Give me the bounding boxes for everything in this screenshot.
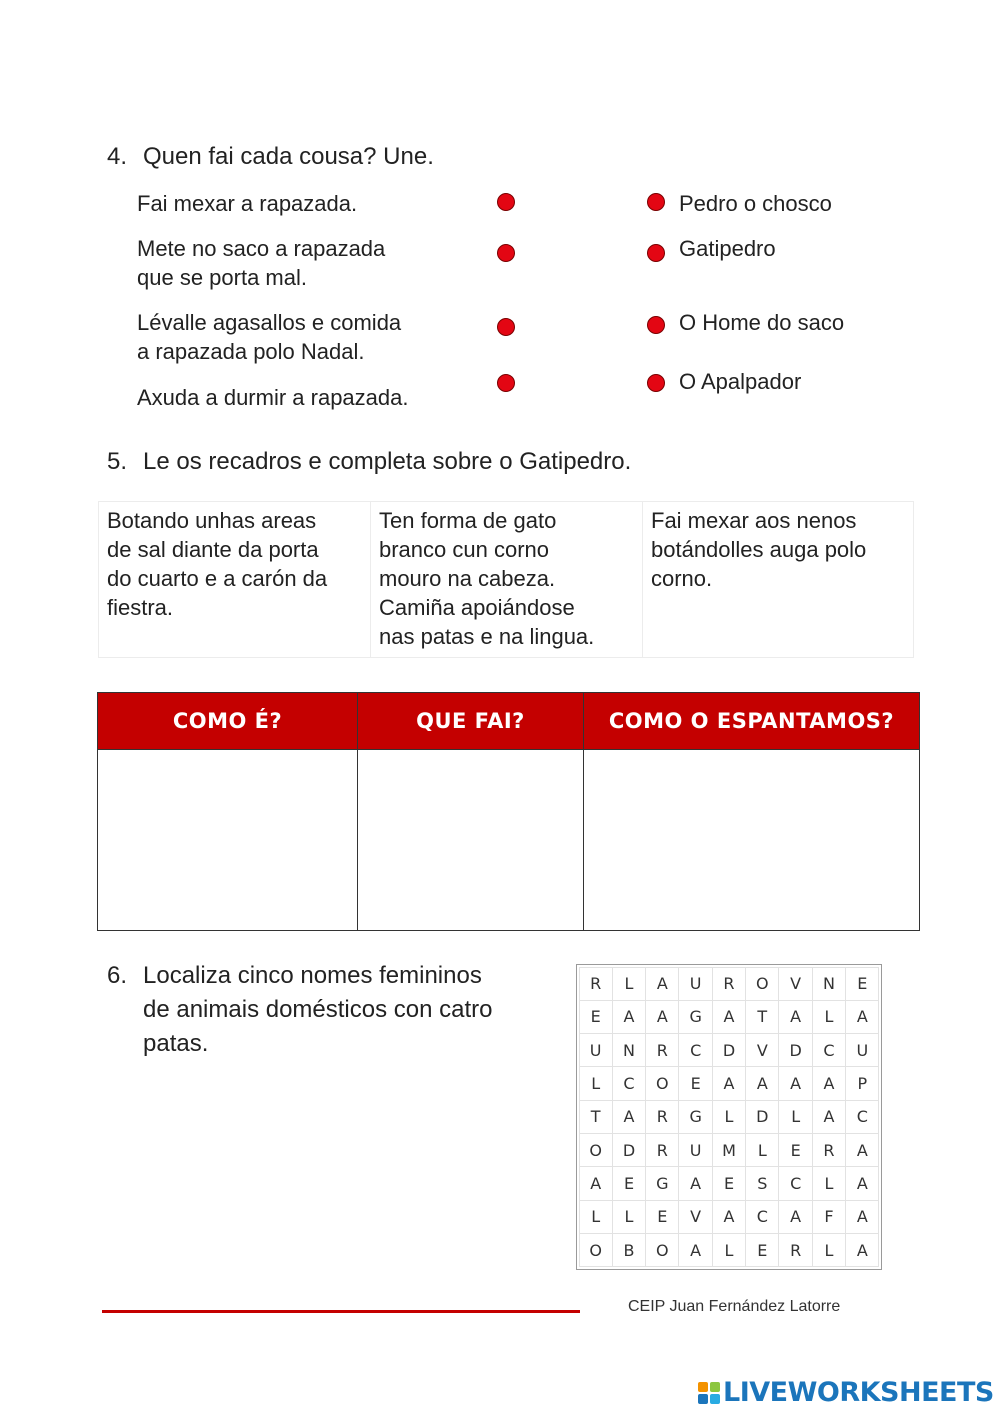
- word-search-cell[interactable]: A: [845, 1166, 879, 1200]
- note-2-line: branco cun corno: [379, 537, 549, 562]
- word-search-cell[interactable]: M: [712, 1133, 746, 1167]
- q5-title: [107, 448, 631, 476]
- word-search-cell[interactable]: A: [845, 1000, 879, 1034]
- match-dot-right-3[interactable]: [647, 316, 665, 334]
- word-search-cell[interactable]: V: [745, 1033, 779, 1067]
- note-1: [99, 502, 371, 657]
- word-search-cell[interactable]: R: [645, 1133, 679, 1167]
- match-dot-left-3[interactable]: [497, 318, 515, 336]
- word-search-cell[interactable]: A: [778, 1200, 812, 1234]
- q4-left-item-3: [137, 308, 401, 366]
- word-search-cell[interactable]: C: [678, 1033, 712, 1067]
- word-search-cell[interactable]: E: [612, 1166, 646, 1200]
- word-search-cell[interactable]: C: [612, 1066, 646, 1100]
- word-search-cell[interactable]: L: [712, 1233, 746, 1267]
- word-search-cell[interactable]: A: [778, 1066, 812, 1100]
- word-search-cell[interactable]: G: [678, 1000, 712, 1034]
- match-dot-left-2[interactable]: [497, 244, 515, 262]
- word-search-cell[interactable]: L: [812, 1233, 846, 1267]
- q4-left-4-line-1: Axuda a durmir a rapazada.: [137, 385, 409, 410]
- note-1-line: Botando unhas areas: [107, 508, 317, 533]
- word-search-cell[interactable]: O: [579, 1233, 613, 1267]
- word-search-cell[interactable]: E: [778, 1133, 812, 1167]
- word-search-cell[interactable]: E: [845, 967, 879, 1001]
- word-search-cell[interactable]: A: [612, 1100, 646, 1134]
- word-search-cell[interactable]: B: [612, 1233, 646, 1267]
- answer-como-o-espantamos[interactable]: [584, 750, 920, 931]
- word-search-cell[interactable]: L: [778, 1100, 812, 1134]
- word-search-cell[interactable]: D: [778, 1033, 812, 1067]
- word-search-cell[interactable]: R: [579, 967, 613, 1001]
- q4-right-item-1: Pedro o chosco: [679, 191, 832, 216]
- word-search-cell[interactable]: R: [712, 967, 746, 1001]
- word-search-cell[interactable]: A: [845, 1233, 879, 1267]
- word-search-cell[interactable]: G: [678, 1100, 712, 1134]
- q4-right-item-3: O Home do saco: [679, 310, 845, 335]
- q6-line: Localiza cinco nomes femininos: [143, 962, 482, 989]
- note-1-line: do cuarto e a carón da: [107, 566, 328, 591]
- word-search-cell[interactable]: L: [745, 1133, 779, 1167]
- q4-title-text: Quen fai cada cousa? Une.: [143, 143, 434, 170]
- liveworksheets-logo-icon: [698, 1382, 720, 1404]
- word-search-cell[interactable]: U: [678, 967, 712, 1001]
- word-search-cell[interactable]: N: [612, 1033, 646, 1067]
- note-3-line: botándolles auga polo: [651, 537, 867, 562]
- word-search-cell[interactable]: R: [645, 1100, 679, 1134]
- word-search-grid: [576, 964, 882, 1270]
- word-search-cell[interactable]: L: [612, 1200, 646, 1234]
- word-search-cell[interactable]: A: [845, 1200, 879, 1234]
- word-search-cell[interactable]: L: [812, 1000, 846, 1034]
- word-search-cell[interactable]: C: [745, 1200, 779, 1234]
- note-2-line: nas patas e na lingua.: [379, 624, 595, 649]
- q6-title: [107, 959, 493, 1061]
- liveworksheets-brand[interactable]: [698, 1377, 994, 1408]
- q4-left-1-line-1: Fai mexar a rapazada.: [137, 191, 358, 216]
- word-search-cell[interactable]: E: [745, 1233, 779, 1267]
- brand-text: LIVEWORKSHEETS: [723, 1377, 994, 1408]
- match-dot-left-4[interactable]: [497, 374, 515, 392]
- q6-number: 6.: [107, 962, 128, 989]
- header-que-fai: QUE FAI?: [358, 693, 584, 750]
- word-search-cell[interactable]: A: [678, 1166, 712, 1200]
- q4-left-2-line-2: que se porta mal.: [137, 265, 307, 290]
- word-search-cell[interactable]: N: [812, 967, 846, 1001]
- header-como-o-espantamos: COMO O ESPANTAMOS?: [584, 693, 920, 750]
- word-search-cell[interactable]: C: [778, 1166, 812, 1200]
- word-search-cell[interactable]: P: [845, 1066, 879, 1100]
- word-search-cell[interactable]: S: [745, 1166, 779, 1200]
- word-search-cell[interactable]: A: [712, 1000, 746, 1034]
- word-search-cell[interactable]: T: [579, 1100, 613, 1134]
- word-search-cell[interactable]: U: [678, 1133, 712, 1167]
- note-3-line: corno.: [651, 566, 713, 591]
- q6-line: de animais domésticos con catro: [143, 996, 493, 1023]
- word-search-cell[interactable]: R: [645, 1033, 679, 1067]
- q4-left-3-line-2: a rapazada polo Nadal.: [137, 339, 365, 364]
- note-2-line: Camiña apoiándose: [379, 595, 575, 620]
- word-search-cell[interactable]: L: [812, 1166, 846, 1200]
- word-search-cell[interactable]: D: [745, 1100, 779, 1134]
- word-search-cell[interactable]: U: [845, 1033, 879, 1067]
- word-search-cell[interactable]: E: [712, 1166, 746, 1200]
- word-search-cell[interactable]: L: [579, 1200, 613, 1234]
- q5-number: 5.: [107, 448, 128, 475]
- answer-como-e[interactable]: [98, 750, 358, 931]
- word-search-cell[interactable]: A: [812, 1100, 846, 1134]
- q4-left-3-line-1: Lévalle agasallos e comida: [137, 310, 402, 335]
- word-search-cell[interactable]: L: [612, 967, 646, 1001]
- word-search-cell[interactable]: L: [712, 1100, 746, 1134]
- word-search-cell[interactable]: V: [678, 1200, 712, 1234]
- header-como-e: COMO É?: [98, 693, 358, 750]
- word-search-cell[interactable]: A: [579, 1166, 613, 1200]
- word-search-cell[interactable]: A: [778, 1000, 812, 1034]
- answer-que-fai[interactable]: [358, 750, 584, 931]
- match-dot-left-1[interactable]: [497, 193, 515, 211]
- word-search-cell[interactable]: T: [745, 1000, 779, 1034]
- q4-left-item-1: [137, 189, 357, 218]
- q6-line: patas.: [143, 1030, 209, 1057]
- word-search-cell[interactable]: A: [845, 1133, 879, 1167]
- word-search-cell[interactable]: O: [645, 1066, 679, 1100]
- word-search-cell[interactable]: R: [812, 1133, 846, 1167]
- q4-left-item-4: [137, 383, 409, 412]
- word-search-cell[interactable]: A: [645, 967, 679, 1001]
- note-3-line: Fai mexar aos nenos: [651, 508, 857, 533]
- q4-left-2-line-1: Mete no saco a rapazada: [137, 236, 386, 261]
- q4-right-item-4: O Apalpador: [679, 369, 802, 394]
- word-search-cell[interactable]: F: [812, 1200, 846, 1234]
- q4-title: [107, 143, 434, 171]
- word-search-cell[interactable]: A: [812, 1066, 846, 1100]
- q5-notes: [98, 501, 914, 658]
- word-search-cell[interactable]: A: [712, 1200, 746, 1234]
- word-search-cell[interactable]: E: [579, 1000, 613, 1034]
- word-search-cell[interactable]: O: [579, 1133, 613, 1167]
- note-3: [643, 502, 915, 657]
- word-search-cell[interactable]: A: [612, 1000, 646, 1034]
- word-search-cell[interactable]: A: [645, 1000, 679, 1034]
- q4-number: 4.: [107, 143, 128, 170]
- note-2-line: Ten forma de gato: [379, 508, 557, 533]
- word-search-cell[interactable]: E: [645, 1200, 679, 1234]
- word-search-cell[interactable]: L: [579, 1066, 613, 1100]
- word-search-cell[interactable]: A: [678, 1233, 712, 1267]
- q4-left-item-2: [137, 234, 385, 292]
- word-search-cell[interactable]: O: [645, 1233, 679, 1267]
- q5-title-text: Le os recadros e completa sobre o Gatipedro.: [143, 448, 632, 475]
- match-dot-right-2[interactable]: [647, 244, 665, 262]
- q4-right-item-2: Gatipedro: [679, 236, 776, 261]
- word-search-cell[interactable]: C: [845, 1100, 879, 1134]
- word-search-cell[interactable]: O: [745, 967, 779, 1001]
- word-search-cell[interactable]: V: [778, 967, 812, 1001]
- note-2-line: mouro na cabeza.: [379, 566, 556, 591]
- note-2: [371, 502, 643, 657]
- word-search-cell[interactable]: R: [778, 1233, 812, 1267]
- note-1-line: fiestra.: [107, 595, 174, 620]
- word-search-cell[interactable]: A: [745, 1066, 779, 1100]
- word-search-cell[interactable]: A: [712, 1066, 746, 1100]
- school-name: CEIP Juan Fernández Latorre: [628, 1298, 841, 1315]
- match-dot-right-1[interactable]: [647, 193, 665, 211]
- match-dot-right-4[interactable]: [647, 374, 665, 392]
- gatipedro-table: [97, 692, 920, 931]
- word-search-cell[interactable]: C: [812, 1033, 846, 1067]
- word-search-cell[interactable]: E: [678, 1066, 712, 1100]
- footer-divider: [102, 1310, 580, 1313]
- word-search-cell[interactable]: D: [712, 1033, 746, 1067]
- word-search-cell[interactable]: U: [579, 1033, 613, 1067]
- word-search-cell[interactable]: G: [645, 1166, 679, 1200]
- word-search-cell[interactable]: D: [612, 1133, 646, 1167]
- note-1-line: de sal diante da porta: [107, 537, 319, 562]
